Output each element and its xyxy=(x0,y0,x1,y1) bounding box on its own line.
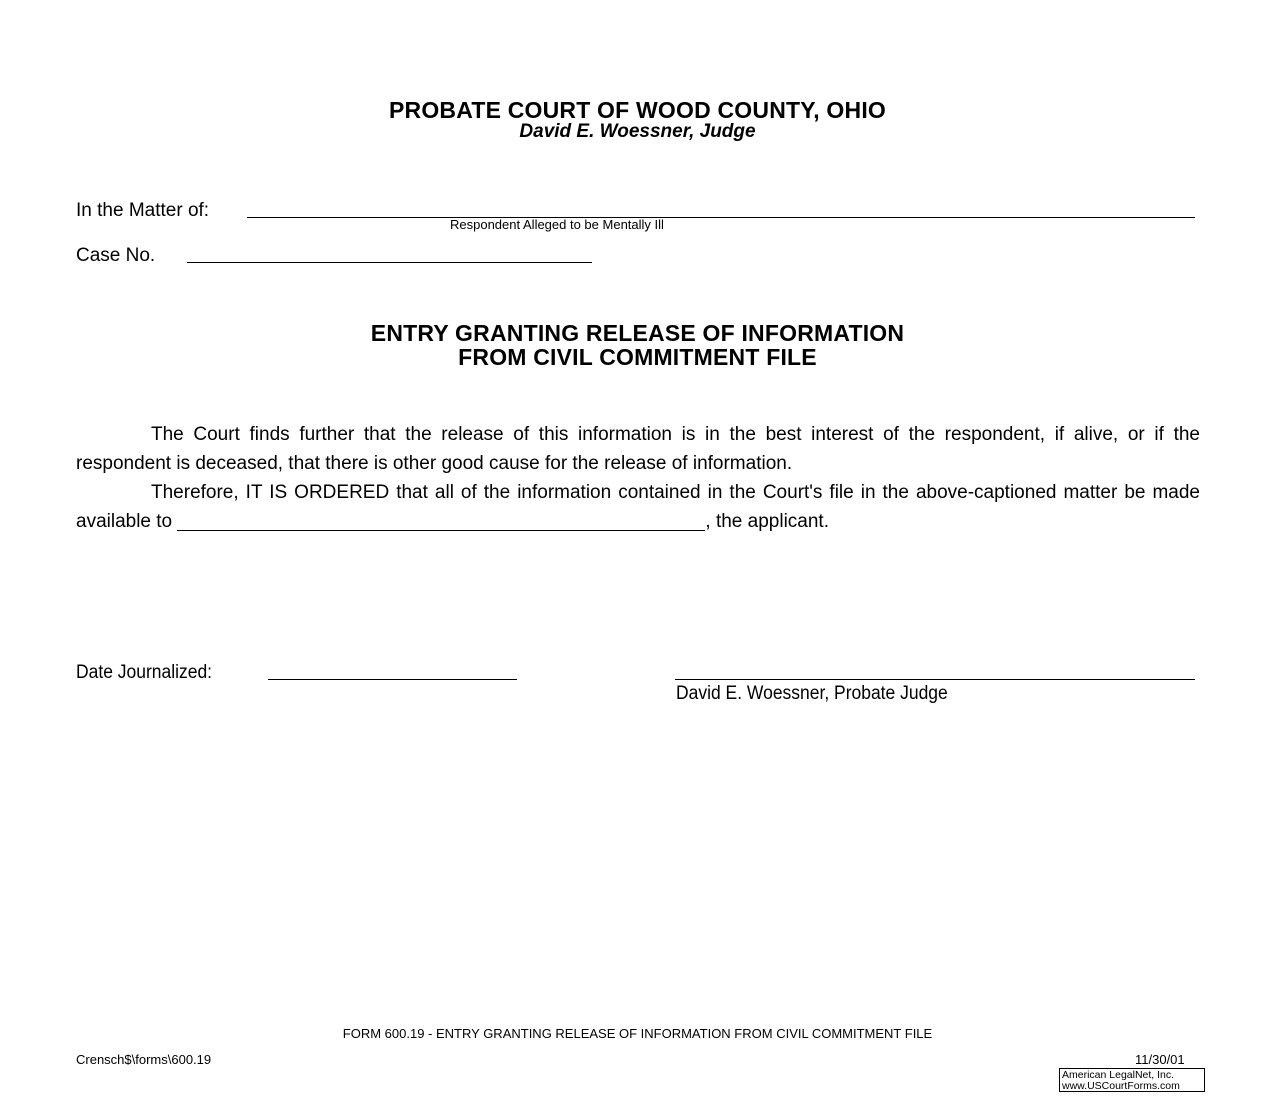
applicant-field[interactable] xyxy=(177,512,705,531)
court-name: PROBATE COURT OF WOOD COUNTY, OHIO xyxy=(388,97,887,123)
matter-label: In the Matter of: xyxy=(76,200,210,221)
entry-title-line-2: FROM CIVIL COMMITMENT FILE xyxy=(458,344,817,370)
order-paragraph xyxy=(76,478,1200,536)
order-body xyxy=(76,420,1200,536)
judge-signature-line[interactable] xyxy=(675,679,1195,680)
date-journalized-field[interactable] xyxy=(268,679,517,680)
order-text-end: , the applicant. xyxy=(705,511,829,532)
judge-signature-label: David E. Woessner, Probate Judge xyxy=(676,683,948,704)
case-number-field[interactable] xyxy=(187,262,592,263)
publisher-box xyxy=(1059,1068,1205,1092)
order-text: Therefore, IT IS ORDERED that all of the information contained in the Court's file in the above-captioned matter be made available to xyxy=(76,482,1200,532)
findings-paragraph: The Court finds further that the release of this information is in the best interest of the respondent, if alive, or if the respondent is deceased, that there is other good cause for the release of information. xyxy=(76,424,1200,474)
judge-name-subtitle: David E. Woessner, Judge xyxy=(519,121,756,142)
matter-field[interactable] xyxy=(247,217,1195,218)
footer-form-title: FORM 600.19 - ENTRY GRANTING RELEASE OF INFORMATION FROM CIVIL COMMITMENT FILE xyxy=(342,1026,933,1041)
matter-sublabel: Respondent Alleged to be Mentally Ill xyxy=(450,217,664,232)
case-number-label: Case No. xyxy=(76,245,156,266)
footer-revision-date: 11/30/01 xyxy=(1135,1052,1185,1067)
publisher-website: www.USCourtForms.com xyxy=(1062,1080,1180,1092)
entry-title-line-1: ENTRY GRANTING RELEASE OF INFORMATION xyxy=(370,320,905,346)
date-journalized-label: Date Journalized: xyxy=(76,662,213,683)
footer-file-path: Crensch$\forms\600.19 xyxy=(76,1052,212,1067)
publisher-name: American LegalNet, Inc. xyxy=(1062,1069,1175,1081)
